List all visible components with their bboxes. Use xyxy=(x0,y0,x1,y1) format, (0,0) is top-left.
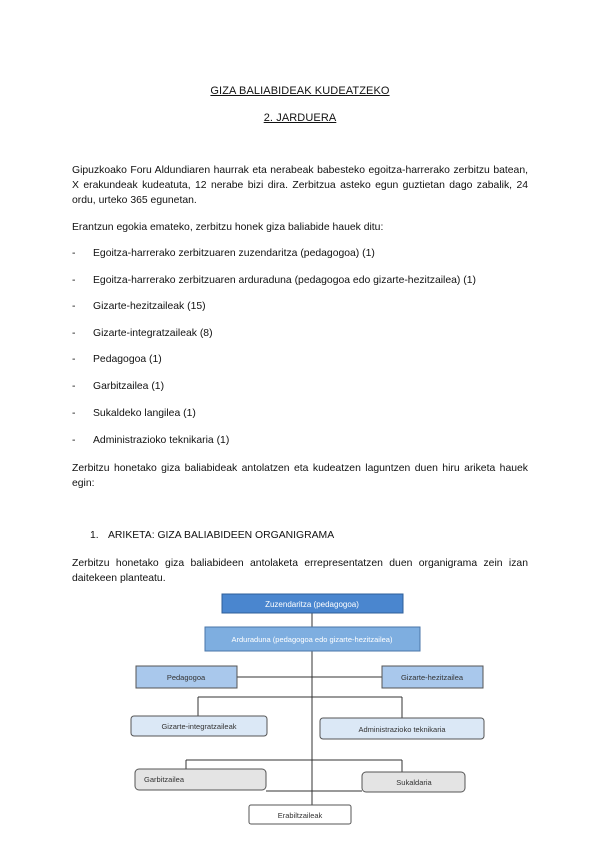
list-item-text: Gizarte-hezitzaileak (15) xyxy=(93,301,206,312)
list-dash: - xyxy=(72,328,76,339)
list-dash: - xyxy=(72,301,76,312)
list-dash: - xyxy=(72,408,76,419)
org-box-label: Sukaldaria xyxy=(396,778,432,787)
document-subtitle: 2. JARDUERA xyxy=(263,112,337,124)
org-box-label: Arduraduna (pedagogoa edo gizarte-hezitzailea) xyxy=(231,635,393,644)
list-dash: - xyxy=(72,275,76,286)
org-box-director xyxy=(222,594,403,613)
list-item-text: Administrazioko teknikaria (1) xyxy=(93,435,230,446)
list-dash: - xyxy=(72,248,76,259)
list-item-text: Pedagogoa (1) xyxy=(93,354,162,365)
org-box-admin xyxy=(320,718,484,739)
org-box-label: Erabiltzaileak xyxy=(277,811,323,820)
org-box-cook xyxy=(362,772,465,792)
org-box-cleaner xyxy=(135,769,266,790)
intro-paragraph: Gipuzkoako Foru Aldundiaren haurrak eta nerabeak babesteko egoitza-harrerako zerbitzu batean, X erakundeak kudeatuta, 12 nerabe bizi dira. Zerbitzua asteko egun guztietan dago zabalik, 24 ordu, urteko 365 egunetan. xyxy=(72,165,528,206)
org-box-users xyxy=(249,805,351,824)
list-item-text: Gizarte-integratzaileak (8) xyxy=(93,328,213,339)
org-box-social-educator xyxy=(382,666,483,688)
org-box-label: Administrazioko teknikaria xyxy=(358,725,446,734)
section-title: ARIKETA: GIZA BALIABIDEEN ORGANIGRAMA xyxy=(108,530,335,541)
org-box-label: Garbitzailea xyxy=(143,775,185,784)
org-box-label: Pedagogoa xyxy=(166,673,206,682)
org-box-label: Gizarte-integratzaileak xyxy=(161,722,237,731)
list-item-text: Egoitza-harrerako zerbitzuaren zuzendaritza (pedagogoa) (1) xyxy=(93,248,375,259)
org-box-social-integrator xyxy=(131,716,267,736)
list-dash: - xyxy=(72,435,76,446)
list-item-text: Garbitzailea (1) xyxy=(93,381,165,392)
org-box-pedagogue xyxy=(136,666,237,688)
list-item-text: Egoitza-harrerako zerbitzuaren arduraduna (pedagogoa edo gizarte-hezitzailea) (1) xyxy=(93,275,476,286)
document-title: GIZA BALIABIDEAK KUDEATZEKO xyxy=(210,85,390,97)
org-box-manager xyxy=(205,627,420,651)
list-item-text: Sukaldeko langilea (1) xyxy=(93,408,196,419)
section-number: 1. xyxy=(90,530,99,541)
list-dash: - xyxy=(72,381,76,392)
org-box-label: Gizarte-hezitzailea xyxy=(400,673,464,682)
org-box-label: Zuzendaritza (pedagogoa) xyxy=(265,600,359,609)
list-dash: - xyxy=(72,354,76,365)
activities-intro: Zerbitzu honetako giza baliabideak antolatzen eta kudeatzen laguntzen duen hiru ariketa hauek egin: xyxy=(72,463,528,489)
section-text: Zerbitzu honetako giza baliabideen antolaketa errepresentatzen duen organigrama zein izan daitekeen planteatu. xyxy=(72,558,528,584)
resources-intro: Erantzun egokia emateko, zerbitzu honek giza baliabide hauek ditu: xyxy=(72,222,384,233)
